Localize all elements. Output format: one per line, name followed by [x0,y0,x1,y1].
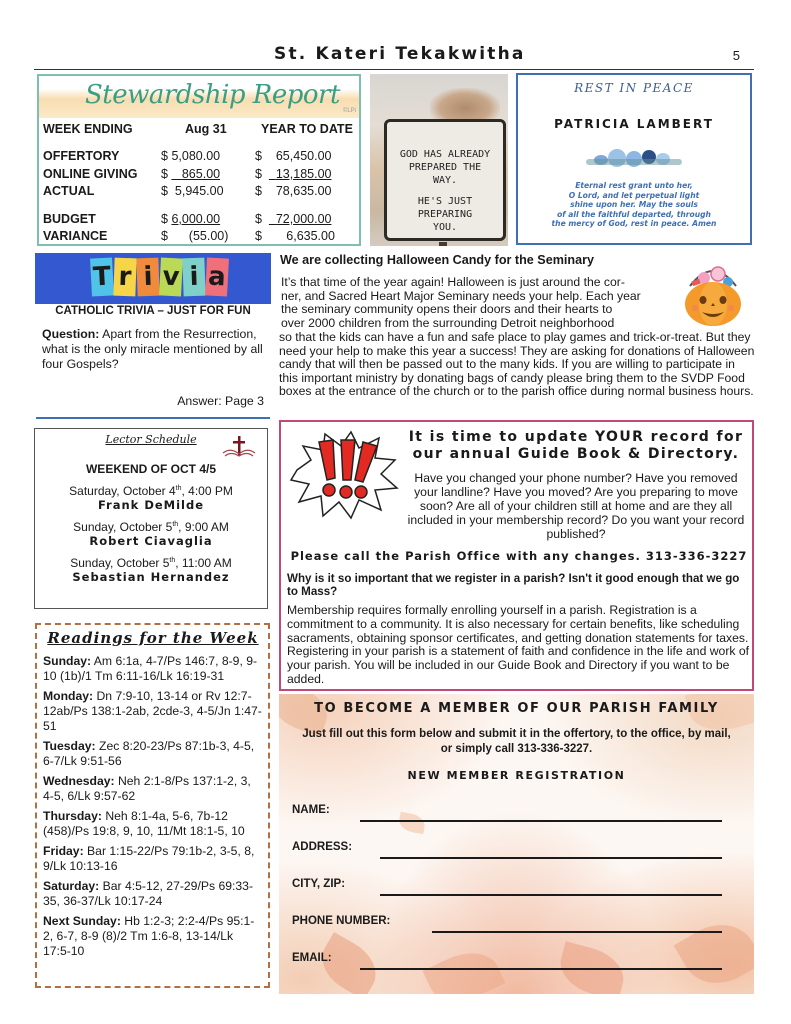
halloween-body: so that the kids can have a fun and safe place to play games and trick-or-treat. But they need your help to make this year a success! They are asking for donations of Halloween candy that will then be passed out to the many kids. If you are willing to participate in this important ministry by donating bags of candy please bring them to the SVDP Food boxes at the entrance of the church or to the parish office during normal business hours. [279,330,755,398]
reading-day [43,739,263,769]
reading-refs: Bar 1:15-22/Ps 79:1b-2, 3-5, 8, 9/Lk 10:13-16 [43,844,255,873]
ytd-value [255,148,353,166]
phone-input-line[interactable] [432,931,722,933]
rest-in-peace-box [516,73,752,245]
ytd-value [255,228,353,246]
field-label: NAME: [292,804,330,816]
day-label: Monday: [43,689,94,703]
field-label: CITY, ZIP: [292,878,346,890]
city-zip-input-line[interactable] [380,894,722,896]
field-label: PHONE NUMBER: [292,915,391,927]
trivia-subtitle: CATHOLIC TRIVIA – JUST FOR FUN [55,305,251,317]
halloween-heading: We are collecting Halloween Candy for the Seminary [280,253,595,267]
ytd-amount: 13,185.00 [275,166,332,181]
lector-time: , 9:00 AM [178,520,229,534]
update-heading-line: It is time to update YOUR record for [408,429,744,445]
article-line: ner, and Sacred Heart Major Seminary needs your help. Each year [281,288,641,303]
lector-time: , 4:00 PM [181,484,233,498]
trivia-answer-ref: Answer: Page 3 [177,394,264,408]
prayer-line: shine upon her. May the souls [570,200,698,209]
ytd-value [255,165,353,183]
col-header: Aug 31 [185,121,227,136]
phone-field[interactable] [292,913,722,933]
table-row [43,228,353,246]
trivia-letter: T [90,257,114,296]
halloween-intro [279,276,679,330]
reading-refs: Neh 8:1-4a, 5-6, 7b-12 (458)/Ps 19:8, 9, 10, 11/Mt 18:1-5, 10 [43,809,245,838]
dollar-sign: $ [255,166,262,181]
lector-datetime [35,518,267,534]
pumpkin-candy-icon [680,260,746,328]
trivia-question [42,327,267,372]
exclamation-burst-icon [289,430,401,520]
table-header-row [43,120,353,138]
road-sign-photo [370,74,508,246]
deceased-name: PATRICIA LAMBERT [554,117,714,131]
row-label: ONLINE GIVING [43,166,138,181]
reading-refs: Dn 7:9-10, 13-14 or Rv 12:7-12ab/Ps 138:1-2ab, 2cde-3, 4-5/Jn 1:47-51 [43,689,262,733]
lector-datetime [35,554,267,570]
trivia-letter: r [113,258,136,297]
reading-day [43,654,263,684]
register-why-heading: Why is it so important that we register in a parish? Isn't it good enough that we go to Mass? [287,572,740,598]
current-amount: 6,000.00 [171,211,221,226]
current-value [161,210,255,228]
dollar-sign: $ [161,166,168,181]
divider [36,417,270,419]
article-line: over 2000 children from the surrounding Detroit neighborhood [281,315,615,330]
row-label: BUDGET [43,211,96,226]
field-label: ADDRESS: [292,841,353,853]
lector-day: Sunday, October 5 [73,520,173,534]
stewardship-table [43,120,353,245]
update-heading [401,429,751,463]
email-input-line[interactable] [360,968,722,970]
lector-reader: Robert Ciavaglia [89,534,213,548]
day-label: Sunday: [43,654,92,668]
trivia-letter: i [182,258,205,297]
stewardship-report [37,74,361,246]
lector-datetime [35,482,267,498]
col-header: YEAR TO DATE [261,121,353,136]
article-line: It’s that time of the year again! Halloween is just around the cor- [281,275,625,289]
prayer-line: Eternal rest grant unto her, [575,181,693,190]
prayer-line: O Lord, and let perpetual light [568,190,700,200]
col-header: WEEK ENDING [43,121,133,136]
stewardship-logo: Stewardship Report [85,80,340,110]
row-label: VARIANCE [43,229,108,244]
reading-day [43,844,263,874]
ordinal: th [175,485,182,492]
trivia-letter: a [205,257,229,296]
ordinal: th [172,521,179,528]
lector-title: Lector Schedule [105,433,197,446]
trivia-logo [91,258,229,298]
current-amount: 5,945.00 [174,184,224,199]
day-label: Thursday: [43,809,102,823]
day-label: Next Sunday: [43,914,121,928]
sign-post [439,242,447,246]
trivia-banner [35,253,271,304]
update-call-line: Please call the Parish Office with any changes. 313-336-3227 [290,549,748,563]
current-amount: (55.00) [188,229,229,244]
prayer-line: the mercy of God, rest in peace. Amen [551,219,717,228]
current-value [161,165,255,183]
day-label: Wednesday: [43,774,115,788]
email-field[interactable] [292,950,722,970]
ytd-value [255,183,353,201]
dollar-sign: $ [161,229,168,244]
name-input-line[interactable] [360,820,722,822]
reading-day [43,914,263,959]
lector-day: Sunday, October 5 [70,556,170,570]
sign-board [384,119,506,241]
trivia-letter: i [136,258,159,297]
reading-refs: Neh 2:1-8/Ps 137:1-2, 3, 4-5, 6/Lk 9:57-62 [43,774,251,803]
reading-day [43,689,263,734]
reading-refs: Bar 4:5-12, 27-29/Ps 69:33-35, 36-37/Lk 10:17-24 [43,879,254,908]
membership-explanation: Membership requires formally enrolling yourself in a parish. Registration is a commitment to a community. It is also necessary for certain benefits, like scheduling sacraments, obtaining sponsor certificates, and getting donation statements for taxes. Registering in your parish is a statement of faith and confidence in the life and work of your parish. You will be included in our Guide Book and Directory if you want to be added. [287,603,750,686]
dollar-sign: $ [161,149,168,164]
table-row [43,183,353,201]
table-row [43,165,353,183]
ytd-amount: 78,635.00 [275,184,332,199]
bible-cross-icon [221,435,257,459]
current-value [161,228,255,246]
readings-title: Readings for the Week [47,629,259,647]
readings-for-week [35,623,270,988]
question-text: Apart from the Resurrection, what is the only miracle mentioned by all four Gospels? [42,327,263,371]
ytd-amount: 72,000.00 [275,211,332,226]
dollar-sign: $ [255,229,262,244]
lector-reader: Frank DeMilde [97,498,205,512]
reading-refs: Zec 8:20-23/Ps 87:1b-3, 4-5, 6-7/Lk 9:51-56 [43,739,255,768]
day-label: Friday: [43,844,84,858]
page-header [34,44,754,70]
ytd-amount: 65,450.00 [275,149,332,164]
address-input-line[interactable] [380,857,722,859]
rip-prayer [518,181,750,229]
reading-refs: Am 6:1a, 4-7/Ps 146:7, 8-9, 9-10 (1b)/1 Tm 6:11-16/Lk 16:19-31 [43,654,258,683]
city-zip-field[interactable] [292,876,722,896]
day-label: Saturday: [43,879,100,893]
sign-text-2: HE'S JUST PREPARING YOU. [417,196,473,233]
dollar-sign: $ [161,184,168,199]
member-instructions: Just fill out this form below and submit it in the offertory, to the office, by mail, or simply call 313-336-3227. [302,728,731,755]
row-label: ACTUAL [43,184,95,199]
ytd-amount: 6,635.00 [286,229,335,244]
reading-refs: Hb 1:2-3; 2:2-4/Ps 95:1-2, 6-7, 8-9 (8)/2 Tm 1:6-8, 13-14/Lk 17:5-10 [43,914,255,958]
dollar-sign: $ [255,149,262,164]
trivia-letter: v [159,257,183,296]
row-label: OFFERTORY [43,149,120,164]
reading-day [43,774,263,804]
ordinal: th [169,557,176,564]
question-label: Question: [42,327,100,341]
reading-day [43,809,263,839]
ytd-value [255,210,353,228]
rip-title: REST IN PEACE [574,81,694,95]
address-field[interactable] [292,839,722,859]
table-row [43,148,353,166]
sign-text-1: GOD HAS ALREADY PREPARED THE WAY. [399,149,491,186]
reading-day [43,879,263,909]
update-questions: Have you changed your phone number? Have you removed your landline? Have you moved? Are you preparing to move soon? Are all of your children still at home and are they all included in your membership record? Do you want your record published? [407,471,745,541]
lector-weekend: WEEKEND OF OCT 4/5 [85,462,216,476]
current-amount: 865.00 [181,166,221,181]
dollar-sign: $ [255,211,262,226]
day-label: Tuesday: [43,739,96,753]
lector-day: Saturday, October 4 [69,484,176,498]
article-line: the seminary community opens their doors and their hearts to [281,302,613,316]
table-row [43,210,353,228]
new-member-form [279,694,754,994]
lector-schedule [34,428,268,609]
flower-garland-icon [586,145,682,175]
name-field[interactable] [292,802,722,822]
copyright-mark: ©LPi [342,108,356,114]
lector-reader: Sebastian Hernandez [72,570,230,584]
parish-title: St. Kateri Tekakwitha [274,44,526,64]
page-number: 5 [732,48,740,63]
current-value [161,148,255,166]
dollar-sign: $ [161,211,168,226]
prayer-line: of all the faithful departed, through [557,209,711,219]
lector-time: , 11:00 AM [175,556,232,570]
update-record-box [279,420,754,691]
update-heading-line: our annual Guide Book & Directory. [412,446,740,462]
dollar-sign: $ [255,184,262,199]
current-amount: 5,080.00 [171,149,221,164]
field-label: EMAIL: [292,952,332,964]
current-value [161,183,255,201]
registration-heading: NEW MEMBER REGISTRATION [407,769,626,782]
member-heading: TO BECOME A MEMBER OF OUR PARISH FAMILY [314,701,719,716]
